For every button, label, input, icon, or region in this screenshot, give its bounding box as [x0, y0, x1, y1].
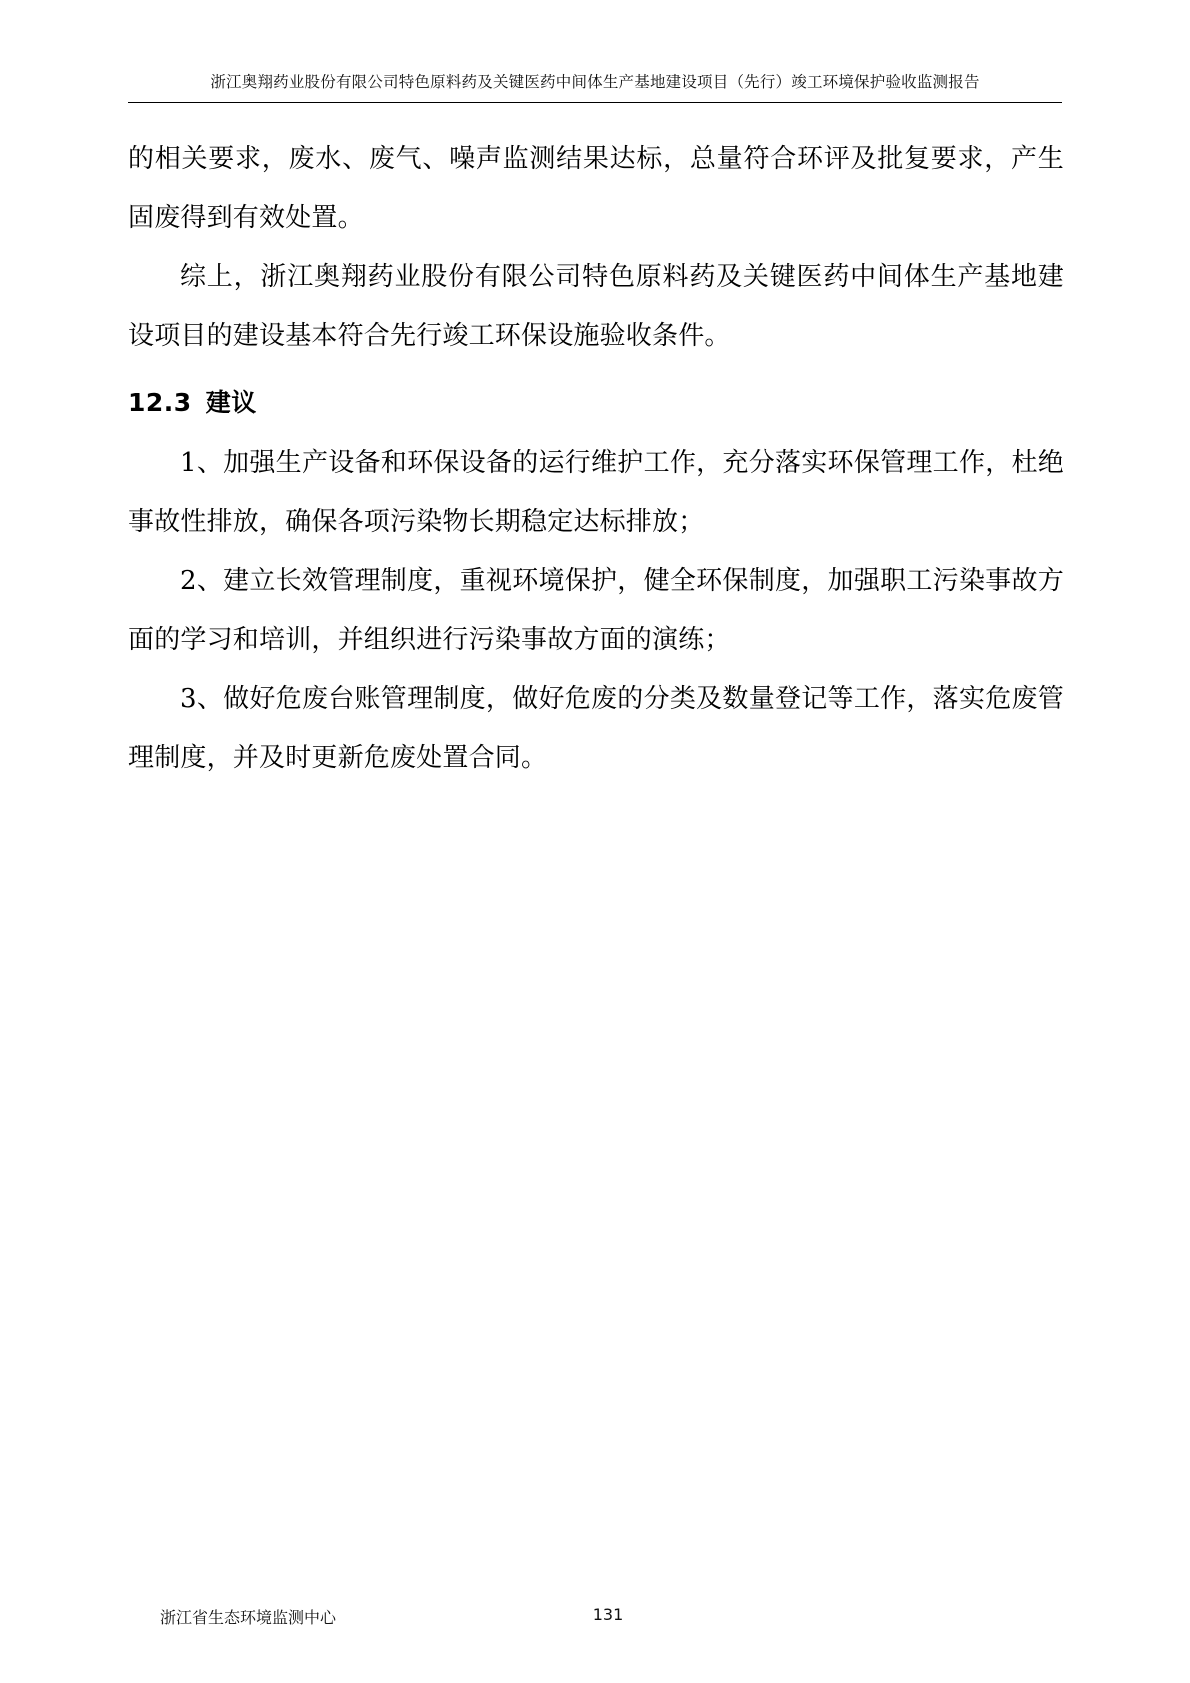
- page-header: 浙江奥翔药业股份有限公司特色原料药及关键医药中间体生产基地建设项目（先行）竣工环境保护验收监测报告: [128, 72, 1062, 103]
- paragraph-conclusion: 综上，浙江奥翔药业股份有限公司特色原料药及关键医药中间体生产基地建设项目的建设基本符合先行竣工环保设施验收条件。: [128, 262, 1064, 351]
- suggestion-item-3: 3、做好危废台账管理制度，做好危废的分类及数量登记等工作，落实危废管理制度，并及时更新危废处置合同。: [128, 684, 1064, 773]
- suggestion-item-1: 1、加强生产设备和环保设备的运行维护工作，充分落实环保管理工作，杜绝事故性排放，确保各项污染物长期稳定达标排放；: [128, 448, 1064, 537]
- section-heading: [128, 372, 1064, 434]
- page-content: [128, 130, 1064, 788]
- section-title-text: 建议: [205, 388, 257, 417]
- suggestion-item-2: 2、建立长效管理制度，重视环境保护，健全环保制度，加强职工污染事故方面的学习和培训，并组织进行污染事故方面的演练；: [128, 566, 1064, 655]
- footer-page-number: 131: [592, 1605, 624, 1624]
- section-number: 12.3: [128, 388, 192, 417]
- paragraph-continuation: 的相关要求，废水、废气、噪声监测结果达标，总量符合环评及批复要求，产生固废得到有效处置。: [128, 144, 1064, 233]
- footer-organization: 浙江省生态环境监测中心: [160, 1608, 337, 1627]
